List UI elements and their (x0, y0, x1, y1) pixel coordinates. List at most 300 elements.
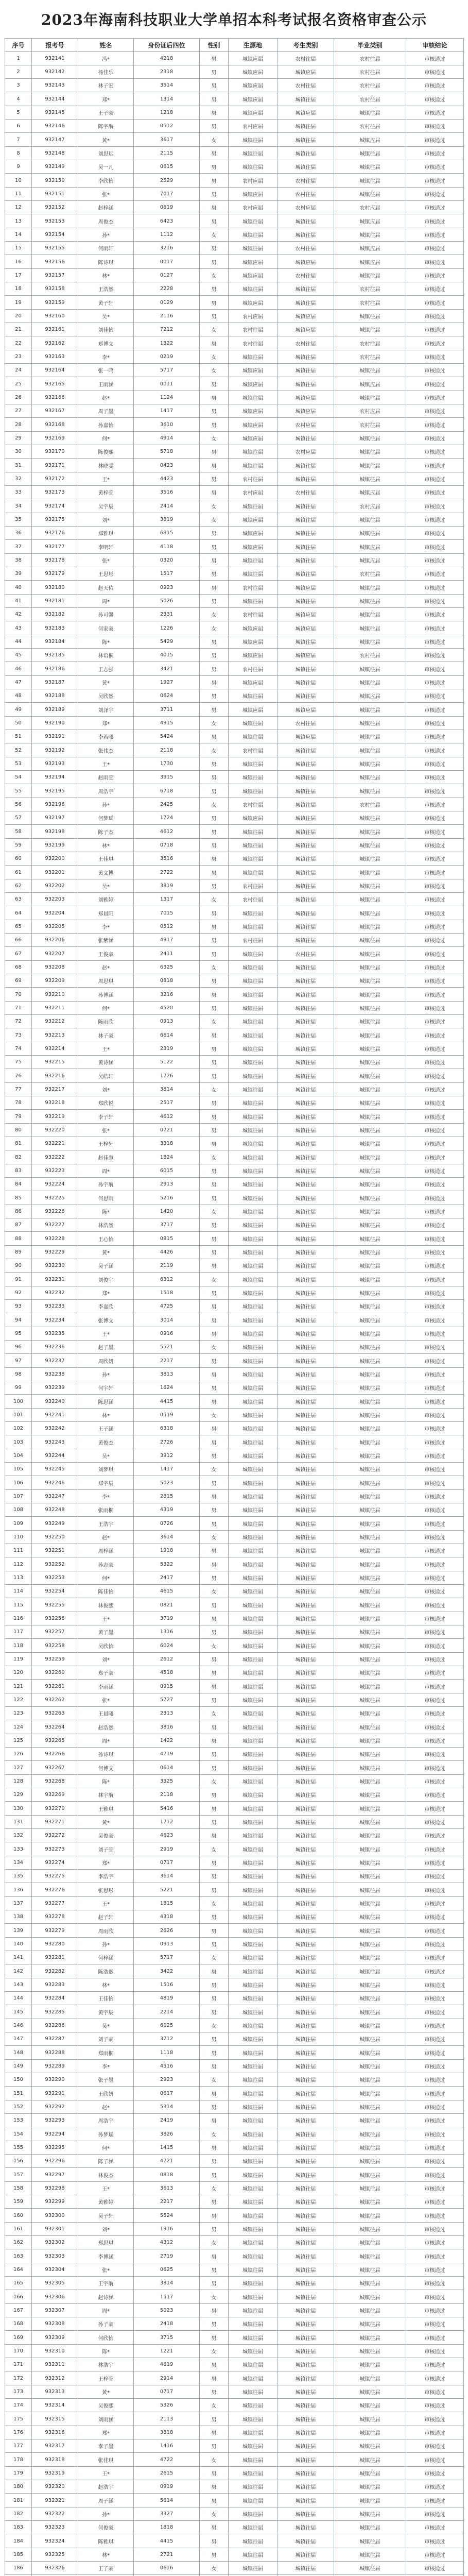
col-candidate-type-cell: 城镇往届 (278, 1910, 334, 1924)
col-review-result-cell: 审核通过 (406, 1870, 464, 1883)
table-row (5, 1422, 464, 1435)
col-name-cell: 何思雨 (78, 1191, 134, 1205)
col-origin-cell: 城镇往届 (229, 2385, 278, 2399)
col-candidate-type-cell: 城镇往届 (278, 974, 334, 988)
col-graduation-type-cell: 城镇往届 (334, 1191, 406, 1205)
col-name-cell: 林* (78, 1409, 134, 1422)
col-name-cell: 刘雨涵 (78, 2412, 134, 2426)
col-graduation-type-cell: 城镇往届 (334, 1218, 406, 1232)
col-id-last4-cell: 0717 (134, 1856, 200, 1870)
col-id-last4-cell: 5429 (134, 635, 200, 649)
col-exam-number-cell: 932273 (32, 1842, 78, 1856)
col-index-cell: 3 (5, 79, 32, 92)
col-id-last4-cell: 6024 (134, 1639, 200, 1653)
col-candidate-type-cell: 城镇往届 (278, 2223, 334, 2236)
col-id-last4-cell: 1416 (134, 2439, 200, 2453)
col-name-cell: 李浩宇 (78, 1870, 134, 1883)
col-graduation-type-cell: 城镇往届 (334, 1639, 406, 1653)
col-index-cell: 115 (5, 1598, 32, 1612)
col-graduation-type-cell: 农村应届 (334, 404, 406, 418)
table-row (5, 1734, 464, 1748)
col-graduation-type-cell: 农村往届 (334, 120, 406, 133)
table-row (5, 2467, 464, 2480)
col-origin-cell: 城镇往届 (229, 1463, 278, 1476)
col-name-cell: 李若曦 (78, 730, 134, 743)
col-name-cell: 冯* (78, 52, 134, 65)
col-origin-cell: 城镇往届 (229, 1897, 278, 1910)
col-name-cell: 周梓涵 (78, 1544, 134, 1557)
col-gender-cell: 男 (200, 336, 229, 350)
col-name-cell: 赵* (78, 961, 134, 974)
col-candidate-type-cell: 城镇应届 (278, 310, 334, 323)
col-candidate-type-cell: 城镇往届 (278, 1002, 334, 1015)
col-exam-number-cell: 932261 (32, 1680, 78, 1693)
col-exam-number-cell: 932290 (32, 2073, 78, 2087)
col-gender-cell: 男 (200, 2521, 229, 2534)
col-review-result-cell: 审核通过 (406, 689, 464, 703)
col-exam-number-cell: 932316 (32, 2426, 78, 2439)
table-row (5, 120, 464, 133)
col-graduation-type-cell: 城镇往届 (334, 784, 406, 798)
col-candidate-type-cell: 城镇往届 (278, 2060, 334, 2073)
table-row (5, 486, 464, 499)
col-candidate-type-cell: 城镇应届 (278, 703, 334, 717)
col-id-last4-cell: 2529 (134, 174, 200, 188)
col-id-last4-cell: 5221 (134, 1883, 200, 1897)
col-origin-cell: 农村应届 (229, 310, 278, 323)
col-index-cell: 140 (5, 1938, 32, 1951)
col-name-cell: 张* (78, 188, 134, 201)
col-index-cell: 36 (5, 527, 32, 540)
col-origin-cell: 城镇往届 (229, 1205, 278, 1218)
table-row (5, 1775, 464, 1788)
col-id-last4-cell: 3814 (134, 1083, 200, 1096)
col-gender-cell: 男 (200, 988, 229, 1002)
col-graduation-type-cell: 城镇往届 (334, 1517, 406, 1531)
table-row (5, 1381, 464, 1395)
table-row (5, 1028, 464, 1042)
col-id-last4-cell: 0818 (134, 974, 200, 988)
table-row (5, 2005, 464, 2019)
col-exam-number-cell: 932294 (32, 2127, 78, 2141)
table-row (5, 1313, 464, 1327)
col-exam-number-cell: 932220 (32, 1124, 78, 1137)
col-id-last4-cell: 4917 (134, 934, 200, 947)
col-graduation-type-cell: 城镇往届 (334, 879, 406, 893)
col-id-last4-cell: 3711 (134, 703, 200, 717)
col-graduation-type-cell: 城镇往届 (334, 2060, 406, 2073)
col-name-cell: 赵梓涵 (78, 201, 134, 214)
col-name-cell: 李雨涵 (78, 1680, 134, 1693)
col-origin-cell: 城镇往届 (229, 920, 278, 934)
table-row (5, 79, 464, 92)
table-row (5, 1056, 464, 1069)
col-candidate-type-cell: 城镇往届 (278, 689, 334, 703)
col-exam-number-cell: 932229 (32, 1246, 78, 1259)
col-candidate-type-cell: 城镇往届 (278, 1327, 334, 1341)
col-exam-number-cell: 932160 (32, 310, 78, 323)
col-graduation-type-cell: 城镇往届 (334, 513, 406, 527)
col-id-last4-cell: 5727 (134, 1693, 200, 1707)
col-review-result-cell: 审核通过 (406, 52, 464, 65)
col-gender-cell: 男 (200, 174, 229, 188)
col-review-result-cell: 审核通过 (406, 445, 464, 459)
table-row (5, 1096, 464, 1110)
col-id-last4-cell: 1112 (134, 228, 200, 242)
col-review-result-cell: 审核通过 (406, 1028, 464, 1042)
col-index-cell: 144 (5, 1992, 32, 2005)
col-id-last4-cell: 0617 (134, 2087, 200, 2100)
col-exam-number-cell: 932216 (32, 1069, 78, 1083)
col-exam-number-cell: 932226 (32, 1205, 78, 1218)
col-index-cell: 61 (5, 866, 32, 879)
col-candidate-type-cell: 城镇往届 (278, 1625, 334, 1639)
table-row (5, 1083, 464, 1096)
col-graduation-type-cell: 农村应届 (334, 499, 406, 513)
table-row (5, 866, 464, 879)
col-name-cell: 林* (78, 839, 134, 852)
col-graduation-type-cell: 城镇往届 (334, 1788, 406, 1802)
table-row (5, 676, 464, 689)
col-origin-cell: 农村应届 (229, 120, 278, 133)
col-exam-number-cell: 932213 (32, 1028, 78, 1042)
col-gender-cell: 女 (200, 893, 229, 906)
col-name-cell: 赵* (78, 1531, 134, 1544)
col-review-result-cell: 审核通过 (406, 242, 464, 255)
col-candidate-type-cell: 城镇往届 (278, 1409, 334, 1422)
col-id-last4-cell: 1314 (134, 92, 200, 106)
col-name-cell: 孙志豪 (78, 1557, 134, 1571)
col-review-result-cell: 审核通过 (406, 1992, 464, 2005)
col-name-cell: 刘佳怡 (78, 323, 134, 336)
col-gender-cell: 男 (200, 1870, 229, 1883)
col-review-result-cell: 审核通过 (406, 961, 464, 974)
col-graduation-type-cell: 城镇往届 (334, 906, 406, 920)
col-review-result-cell: 审核通过 (406, 2317, 464, 2331)
col-exam-number-cell: 932186 (32, 662, 78, 676)
table-row (5, 377, 464, 391)
col-gender-cell: 女 (200, 621, 229, 635)
col-index-cell: 137 (5, 1897, 32, 1910)
col-origin-cell: 城镇往届 (229, 1042, 278, 1056)
col-gender-cell: 女 (200, 2019, 229, 2032)
col-index-cell: 98 (5, 1368, 32, 1381)
col-exam-number-cell: 932214 (32, 1042, 78, 1056)
col-gender-cell: 男 (200, 242, 229, 255)
col-id-last4-cell: 3819 (134, 513, 200, 527)
col-gender-cell: 男 (200, 974, 229, 988)
col-exam-number-cell: 932325 (32, 2548, 78, 2562)
col-review-result-cell: 审核通过 (406, 147, 464, 160)
col-index-cell: 13 (5, 214, 32, 228)
col-index-cell: 95 (5, 1327, 32, 1341)
col-candidate-type-cell: 城镇往届 (278, 432, 334, 445)
col-gender-cell: 男 (200, 2426, 229, 2439)
table-row (5, 2277, 464, 2290)
col-review-result-cell: 审核通过 (406, 1707, 464, 1720)
col-exam-number-cell: 932211 (32, 1002, 78, 1015)
col-index-cell: 108 (5, 1503, 32, 1517)
table-row (5, 92, 464, 106)
col-candidate-type-cell: 城镇往届 (278, 1354, 334, 1368)
col-exam-number-cell: 932187 (32, 676, 78, 689)
col-id-last4-cell: 1517 (134, 567, 200, 581)
col-gender-cell: 男 (200, 1557, 229, 1571)
col-gender-cell: 女 (200, 1083, 229, 1096)
col-review-result-cell: 审核通过 (406, 336, 464, 350)
col-gender-cell: 男 (200, 1069, 229, 1083)
col-origin-cell: 城镇往届 (229, 1951, 278, 1964)
col-graduation-type-cell: 城镇往届 (334, 1259, 406, 1273)
col-candidate-type-cell: 城镇往届 (278, 1476, 334, 1490)
col-exam-number-cell: 932307 (32, 2304, 78, 2317)
col-gender-cell: 男 (200, 1110, 229, 1124)
col-id-last4-cell: 2626 (134, 1924, 200, 1938)
col-candidate-type-cell: 城镇往届 (278, 2494, 334, 2507)
table-row (5, 1612, 464, 1625)
table-row (5, 1897, 464, 1910)
col-origin-cell: 城镇往届 (229, 1002, 278, 1015)
table-row (5, 717, 464, 730)
col-origin-cell: 城镇往届 (229, 391, 278, 404)
col-index-cell: 116 (5, 1612, 32, 1625)
col-candidate-type-cell: 城镇往届 (278, 1693, 334, 1707)
col-gender-cell: 男 (200, 540, 229, 554)
col-index-cell: 78 (5, 1096, 32, 1110)
col-name-cell: 吴皓轩 (78, 1069, 134, 1083)
col-name-cell: 张子墨 (78, 2073, 134, 2087)
col-origin-cell: 农村往届 (229, 934, 278, 947)
col-gender-cell: 男 (200, 1992, 229, 2005)
col-id-last4-cell: 0615 (134, 160, 200, 174)
col-index-cell: 66 (5, 934, 32, 947)
col-gender-cell: 女 (200, 1409, 229, 1422)
col-name-cell: 郑宇辰 (78, 1476, 134, 1490)
col-index-cell: 83 (5, 1164, 32, 1178)
col-id-last4-cell: 0320 (134, 554, 200, 567)
col-index-cell: 82 (5, 1150, 32, 1164)
col-review-result-cell: 审核通过 (406, 784, 464, 798)
col-review-result-cell: 审核通过 (406, 920, 464, 934)
col-gender-cell: 男 (200, 2155, 229, 2168)
col-index-cell: 42 (5, 608, 32, 621)
col-origin-cell: 城镇往届 (229, 1273, 278, 1286)
col-exam-number-cell: 932296 (32, 2155, 78, 2168)
col-name-cell: 孙博涵 (78, 988, 134, 1002)
col-candidate-type-cell: 城镇往届 (278, 2073, 334, 2087)
col-graduation-type-cell: 农村往届 (334, 52, 406, 65)
col-exam-number-cell: 932142 (32, 65, 78, 79)
table-row (5, 2507, 464, 2521)
col-name-cell: 郑欣悦 (78, 1096, 134, 1110)
col-review-result-cell: 审核通过 (406, 1951, 464, 1964)
col-review-result-cell: 审核通过 (406, 1110, 464, 1124)
col-index-cell: 44 (5, 635, 32, 649)
col-index-cell: 97 (5, 1354, 32, 1368)
col-graduation-type-cell: 城镇往届 (334, 1680, 406, 1693)
col-candidate-type-cell: 城镇往届 (278, 1056, 334, 1069)
col-name-cell: 林俊熙 (78, 1598, 134, 1612)
col-index-cell: 40 (5, 581, 32, 595)
col-origin-cell: 城镇往届 (229, 1707, 278, 1720)
col-review-result-cell: 审核通过 (406, 432, 464, 445)
col-exam-number-cell: 932199 (32, 839, 78, 852)
col-name-cell: 何* (78, 2141, 134, 2155)
col-exam-number-cell: 932158 (32, 282, 78, 296)
col-review-result-cell: 审核通过 (406, 852, 464, 866)
col-id-last4-cell: 3717 (134, 1218, 200, 1232)
table-row (5, 282, 464, 296)
col-review-result-cell: 审核通过 (406, 608, 464, 621)
table-row (5, 2439, 464, 2453)
col-name-cell: 李子轩 (78, 1110, 134, 1124)
col-gender-cell: 男 (200, 1680, 229, 1693)
col-gender-cell: 女 (200, 1273, 229, 1286)
col-id-last4-cell: 2417 (134, 1571, 200, 1585)
col-index-cell: 32 (5, 472, 32, 486)
col-candidate-type-cell: 城镇往届 (278, 554, 334, 567)
col-graduation-type-cell: 城镇往届 (334, 1178, 406, 1191)
col-name-cell: 黄* (78, 1816, 134, 1829)
col-name-cell: 孙诗琪 (78, 1748, 134, 1761)
col-exam-number-cell: 932288 (32, 2046, 78, 2060)
col-id-last4-cell: 4623 (134, 1829, 200, 1842)
col-id-last4-cell: 1124 (134, 391, 200, 404)
col-origin-cell: 城镇往届 (229, 1870, 278, 1883)
col-index-cell: 76 (5, 1069, 32, 1083)
col-graduation-type-cell: 城镇往届 (334, 852, 406, 866)
col-gender-cell: 男 (200, 2223, 229, 2236)
col-review-result-cell: 审核通过 (406, 1612, 464, 1625)
col-review-result-cell: 审核通过 (406, 1897, 464, 1910)
col-origin-cell: 城镇往届 (229, 1910, 278, 1924)
table-row (5, 879, 464, 893)
col-candidate-type-cell: 城镇往届 (278, 1856, 334, 1870)
col-review-result-cell: 审核通过 (406, 2385, 464, 2399)
col-exam-number-cell: 932196 (32, 798, 78, 811)
col-review-result-cell: 审核通过 (406, 1327, 464, 1341)
col-name-cell: 陈诗琪 (78, 255, 134, 269)
table-row (5, 1164, 464, 1178)
table-row (5, 336, 464, 350)
col-index-cell: 160 (5, 2209, 32, 2223)
col-graduation-type-cell: 城镇往届 (334, 961, 406, 974)
col-name-cell: 陈佳怡 (78, 1585, 134, 1598)
col-id-last4-cell: 0625 (134, 2263, 200, 2277)
col-index-cell: 48 (5, 689, 32, 703)
col-origin-cell: 城镇往届 (229, 147, 278, 160)
col-graduation-type-cell: 城镇往届 (334, 595, 406, 608)
col-gender-cell: 男 (200, 1422, 229, 1435)
col-gender-cell: 男 (200, 1286, 229, 1300)
col-origin-cell: 城镇往届 (229, 1327, 278, 1341)
col-id-last4-cell: 2228 (134, 282, 200, 296)
col-candidate-type-cell: 城镇应届 (278, 581, 334, 595)
col-origin-cell: 城镇往届 (229, 2060, 278, 2073)
table-row (5, 621, 464, 635)
col-index-cell: 139 (5, 1924, 32, 1938)
col-id-last4-cell: 4915 (134, 717, 200, 730)
table-row (5, 147, 464, 160)
col-review-result-cell: 审核通过 (406, 1598, 464, 1612)
col-gender-cell: 男 (200, 1598, 229, 1612)
col-candidate-type-cell: 城镇往届 (278, 2127, 334, 2141)
col-id-last4-cell: 6312 (134, 1273, 200, 1286)
col-review-result-cell: 审核通过 (406, 1381, 464, 1395)
col-index-cell: 112 (5, 1557, 32, 1571)
col-id-last4-cell: 1927 (134, 676, 200, 689)
table-row (5, 1449, 464, 1463)
table-row (5, 1992, 464, 2005)
col-index-cell: 90 (5, 1259, 32, 1273)
col-gender-cell: 女 (200, 1585, 229, 1598)
table-row (5, 2385, 464, 2399)
col-exam-number-cell: 932193 (32, 757, 78, 771)
col-index-cell: 8 (5, 147, 32, 160)
col-review-result-cell: 审核通过 (406, 2195, 464, 2209)
col-gender-cell: 男 (200, 1693, 229, 1707)
col-exam-number-cell: 932212 (32, 1015, 78, 1028)
col-review-result-cell: 审核通过 (406, 2032, 464, 2046)
col-name-cell: 王* (78, 472, 134, 486)
col-name-cell: 黄子墨 (78, 1625, 134, 1639)
col-gender-cell: 女 (200, 1775, 229, 1788)
col-gender-cell: 女 (200, 432, 229, 445)
col-index-cell: 126 (5, 1748, 32, 1761)
col-origin-cell: 城镇应届 (229, 79, 278, 92)
col-candidate-type-cell: 城镇往届 (278, 1666, 334, 1680)
col-origin-cell: 农村应届 (229, 201, 278, 214)
col-exam-number-cell: 932251 (32, 1544, 78, 1557)
col-graduation-type-cell: 城镇往届 (334, 1761, 406, 1775)
col-name-cell: 王思彤 (78, 567, 134, 581)
col-origin-cell: 城镇往届 (229, 567, 278, 581)
col-candidate-type-cell: 农村往届 (278, 947, 334, 961)
col-index-cell: 110 (5, 1531, 32, 1544)
col-origin-cell: 城镇往届 (229, 1110, 278, 1124)
col-exam-number-cell: 932183 (32, 621, 78, 635)
col-graduation-type-cell: 城镇往届 (334, 1571, 406, 1585)
col-graduation-type-cell: 城镇往届 (334, 2521, 406, 2534)
col-exam-number-cell: 932272 (32, 1829, 78, 1842)
col-index-cell: 156 (5, 2155, 32, 2168)
table-row (5, 906, 464, 920)
col-id-last4-cell: 4725 (134, 1300, 200, 1313)
col-graduation-type-cell: 城镇往届 (334, 2249, 406, 2263)
col-exam-number-cell: 932148 (32, 147, 78, 160)
table-row (5, 1748, 464, 1761)
table-row (5, 65, 464, 79)
col-exam-number-cell: 932239 (32, 1381, 78, 1395)
col-candidate-type-cell: 城镇往届 (278, 2521, 334, 2534)
col-name-cell: 李明轩 (78, 540, 134, 554)
col-graduation-type-cell: 城镇往届 (334, 2223, 406, 2236)
table-row (5, 1368, 464, 1381)
col-id-last4-cell: 5416 (134, 1802, 200, 1816)
col-name-cell: 何* (78, 432, 134, 445)
col-graduation-type-cell: 城镇往届 (334, 2494, 406, 2507)
col-exam-number-cell: 932299 (32, 2195, 78, 2209)
table-row (5, 1720, 464, 1734)
col-review-result-cell: 审核通过 (406, 717, 464, 730)
col-exam-number-cell: 932246 (32, 1476, 78, 1490)
col-origin-cell: 城镇往届 (229, 1761, 278, 1775)
col-name-cell: 郑* (78, 1286, 134, 1300)
col-graduation-type-cell: 城镇往届 (334, 1409, 406, 1422)
col-name-cell: 吴欣然 (78, 689, 134, 703)
col-index-cell: 1 (5, 52, 32, 65)
col-review-result-cell: 审核通过 (406, 1205, 464, 1218)
